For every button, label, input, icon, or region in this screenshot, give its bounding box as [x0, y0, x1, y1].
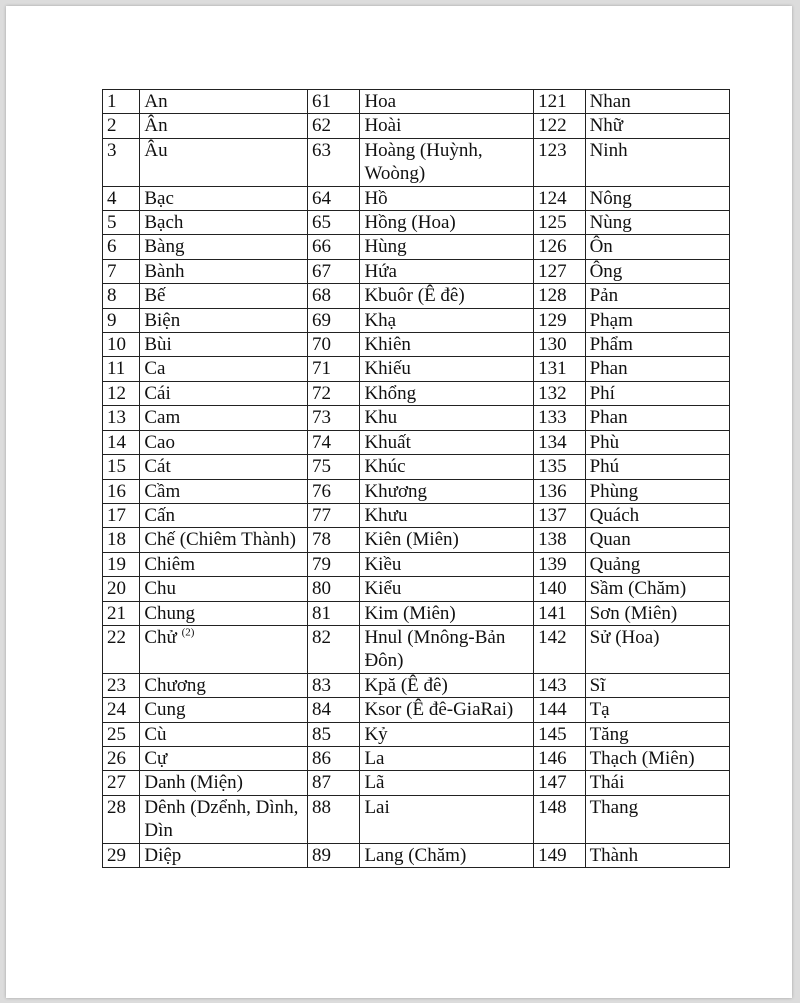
- table-row: [103, 577, 730, 601]
- surname-text: Dênh (Dzểnh, Dình, Dìn: [144, 796, 299, 842]
- surname-text: Nùng: [589, 212, 632, 234]
- surname-text: Bế: [144, 285, 166, 307]
- surname-text: Cung: [144, 699, 186, 721]
- row-number: 86: [307, 746, 360, 770]
- surname-table: [102, 89, 730, 868]
- surname-text: Sĩ: [589, 674, 606, 696]
- surname-cell: [140, 357, 308, 381]
- row-number: 6: [103, 235, 140, 259]
- row-number: 81: [307, 601, 360, 625]
- surname-text: Phú: [589, 456, 620, 478]
- surname-cell: [585, 771, 729, 795]
- table-row: [103, 746, 730, 770]
- surname-cell: [360, 673, 534, 697]
- row-number: 145: [534, 722, 585, 746]
- surname-cell: [140, 673, 308, 697]
- table-row: [103, 430, 730, 454]
- surname-cell: [585, 114, 729, 138]
- surname-text: Phí: [589, 382, 615, 404]
- row-number: 72: [307, 381, 360, 405]
- surname-text: Tăng: [589, 723, 629, 745]
- surname-cell: [360, 90, 534, 114]
- surname-text: Nhữ: [589, 115, 624, 137]
- row-number: 18: [103, 528, 140, 552]
- surname-text: Ôn: [589, 236, 613, 258]
- row-number: 70: [307, 333, 360, 357]
- surname-cell: [360, 333, 534, 357]
- row-number: 28: [103, 795, 140, 843]
- surname-cell: [360, 503, 534, 527]
- surname-cell: [585, 528, 729, 552]
- row-number: 148: [534, 795, 585, 843]
- row-number: 78: [307, 528, 360, 552]
- surname-text: Khưu: [364, 504, 408, 526]
- surname-cell: [360, 722, 534, 746]
- row-number: 21: [103, 601, 140, 625]
- surname-text: Khổng: [364, 382, 417, 404]
- surname-text: Ca: [144, 358, 166, 380]
- surname-cell: [360, 235, 534, 259]
- surname-text: Thang: [589, 796, 639, 818]
- surname-text: Diệp: [144, 844, 182, 866]
- row-number: 16: [103, 479, 140, 503]
- row-number: 136: [534, 479, 585, 503]
- surname-text: Thạch (Miên): [589, 747, 695, 769]
- surname-text: Khiếu: [364, 358, 411, 380]
- surname-cell: [140, 114, 308, 138]
- table-row: [103, 186, 730, 210]
- surname-cell: [140, 503, 308, 527]
- table-row: [103, 235, 730, 259]
- surname-text: Âu: [144, 139, 168, 161]
- surname-cell: [140, 528, 308, 552]
- row-number: 144: [534, 698, 585, 722]
- surname-text: An: [144, 91, 168, 112]
- row-number: 149: [534, 843, 585, 867]
- surname-text: Chử: [144, 626, 177, 648]
- table-row: [103, 333, 730, 357]
- surname-cell: [140, 771, 308, 795]
- surname-text: Chiêm: [144, 553, 196, 575]
- row-number: 77: [307, 503, 360, 527]
- surname-cell: [140, 746, 308, 770]
- surname-text: Cự: [144, 747, 168, 769]
- surname-cell: [360, 771, 534, 795]
- surname-text: Nông: [589, 187, 632, 209]
- surname-text: Phan: [589, 358, 628, 380]
- row-number: 9: [103, 308, 140, 332]
- surname-cell: [360, 528, 534, 552]
- surname-cell: [140, 235, 308, 259]
- row-number: 5: [103, 211, 140, 235]
- surname-cell: [140, 625, 308, 673]
- surname-cell: [585, 308, 729, 332]
- surname-cell: [360, 795, 534, 843]
- surname-text: Hoàng (Huỳnh, Woòng): [364, 139, 483, 185]
- row-number: 142: [534, 625, 585, 673]
- surname-cell: [360, 357, 534, 381]
- table-row: [103, 795, 730, 843]
- surname-text: Thành: [589, 844, 639, 866]
- surname-text: Ân: [144, 115, 168, 137]
- surname-cell: [360, 698, 534, 722]
- surname-cell: [360, 479, 534, 503]
- surname-text: Lang (Chăm): [364, 844, 467, 866]
- surname-cell: [140, 138, 308, 186]
- surname-text: Hứa: [364, 260, 397, 282]
- row-number: 85: [307, 722, 360, 746]
- row-number: 141: [534, 601, 585, 625]
- table-row: [103, 552, 730, 576]
- row-number: 126: [534, 235, 585, 259]
- surname-text: Kỷ: [364, 723, 388, 745]
- surname-text: Khúc: [364, 456, 406, 478]
- surname-text: Sử (Hoa): [589, 626, 660, 648]
- surname-cell: [360, 308, 534, 332]
- surname-cell: [140, 698, 308, 722]
- surname-cell: [360, 455, 534, 479]
- surname-text: Hoài: [364, 115, 402, 137]
- row-number: 89: [307, 843, 360, 867]
- surname-text: Hnul (Mnông-Bản Đôn): [364, 626, 506, 672]
- surname-text: Kiểu: [364, 578, 402, 600]
- row-number: 122: [534, 114, 585, 138]
- surname-text: Sơn (Miên): [589, 602, 678, 624]
- row-number: 147: [534, 771, 585, 795]
- surname-cell: [140, 577, 308, 601]
- surname-text: Chu: [144, 578, 177, 600]
- table-row: [103, 114, 730, 138]
- table-row: [103, 406, 730, 430]
- row-number: 137: [534, 503, 585, 527]
- row-number: 75: [307, 455, 360, 479]
- row-number: 79: [307, 552, 360, 576]
- surname-cell: [360, 552, 534, 576]
- row-number: 134: [534, 430, 585, 454]
- surname-cell: [140, 601, 308, 625]
- surname-cell: [360, 625, 534, 673]
- surname-cell: [140, 90, 308, 114]
- row-number: 76: [307, 479, 360, 503]
- surname-text: Hoa: [364, 91, 397, 112]
- surname-text: Quảng: [589, 553, 641, 575]
- surname-cell: [585, 625, 729, 673]
- row-number: 65: [307, 211, 360, 235]
- row-number: 121: [534, 90, 585, 114]
- surname-text: Quan: [589, 529, 631, 551]
- row-number: 139: [534, 552, 585, 576]
- table-row: [103, 90, 730, 114]
- row-number: 143: [534, 673, 585, 697]
- row-number: 131: [534, 357, 585, 381]
- surname-cell: [360, 381, 534, 405]
- surname-cell: [585, 746, 729, 770]
- surname-cell: [140, 308, 308, 332]
- row-number: 20: [103, 577, 140, 601]
- surname-cell: [360, 843, 534, 867]
- table-row: [103, 259, 730, 283]
- surname-text: Cù: [144, 723, 167, 745]
- row-number: 11: [103, 357, 140, 381]
- row-number: 25: [103, 722, 140, 746]
- table-row: [103, 357, 730, 381]
- surname-text: Bùi: [144, 334, 172, 356]
- row-number: 132: [534, 381, 585, 405]
- surname-cell: [360, 406, 534, 430]
- surname-text: Khu: [364, 407, 398, 429]
- surname-text: Thái: [589, 772, 625, 794]
- surname-cell: [360, 577, 534, 601]
- surname-text: Khuất: [364, 431, 411, 453]
- surname-text: Lai: [364, 796, 390, 818]
- surname-text: Hồ: [364, 187, 388, 209]
- surname-text: Sầm (Chăm): [589, 578, 687, 600]
- surname-cell: [585, 138, 729, 186]
- surname-cell: [140, 211, 308, 235]
- row-number: 69: [307, 308, 360, 332]
- row-number: 63: [307, 138, 360, 186]
- surname-cell: [585, 601, 729, 625]
- surname-text: Ksor (Ê đê-GiaRai): [364, 699, 514, 721]
- row-number: 88: [307, 795, 360, 843]
- row-number: 73: [307, 406, 360, 430]
- table-row: [103, 528, 730, 552]
- surname-cell: [585, 211, 729, 235]
- table-row: [103, 381, 730, 405]
- row-number: 123: [534, 138, 585, 186]
- row-number: 24: [103, 698, 140, 722]
- surname-cell: [360, 114, 534, 138]
- surname-cell: [140, 333, 308, 357]
- table-row: [103, 722, 730, 746]
- surname-text: Phẩm: [589, 334, 633, 356]
- table-row: [103, 843, 730, 867]
- surname-cell: [140, 455, 308, 479]
- row-number: 125: [534, 211, 585, 235]
- row-number: 71: [307, 357, 360, 381]
- surname-text: Ninh: [589, 139, 628, 161]
- surname-cell: [140, 186, 308, 210]
- surname-text: Cấn: [144, 504, 175, 526]
- surname-text: Cái: [144, 382, 171, 404]
- surname-text: Cao: [144, 431, 175, 453]
- row-number: 140: [534, 577, 585, 601]
- surname-text: Hồng (Hoa): [364, 212, 456, 234]
- surname-text: Cát: [144, 456, 171, 478]
- document-page: [6, 6, 792, 998]
- surname-cell: [585, 90, 729, 114]
- surname-cell: [360, 138, 534, 186]
- surname-cell: [360, 601, 534, 625]
- surname-cell: [140, 430, 308, 454]
- row-number: 138: [534, 528, 585, 552]
- row-number: 129: [534, 308, 585, 332]
- surname-text: Tạ: [589, 699, 610, 721]
- table-row: [103, 284, 730, 308]
- surname-cell: [585, 381, 729, 405]
- surname-text: Chung: [144, 602, 196, 624]
- surname-text: Bàng: [144, 236, 185, 258]
- surname-cell: [585, 722, 729, 746]
- surname-text: Pản: [589, 285, 619, 307]
- surname-cell: [585, 406, 729, 430]
- surname-cell: [140, 381, 308, 405]
- table-row: [103, 308, 730, 332]
- row-number: 66: [307, 235, 360, 259]
- row-number: 87: [307, 771, 360, 795]
- row-number: 4: [103, 186, 140, 210]
- row-number: 127: [534, 259, 585, 283]
- surname-cell: [585, 430, 729, 454]
- surname-text: La: [364, 747, 385, 769]
- row-number: 3: [103, 138, 140, 186]
- row-number: 8: [103, 284, 140, 308]
- row-number: 80: [307, 577, 360, 601]
- surname-text: Phạm: [589, 309, 633, 331]
- surname-text: Nhan: [589, 91, 631, 112]
- surname-text: Lã: [364, 772, 385, 794]
- surname-cell: [585, 552, 729, 576]
- surname-cell: [585, 795, 729, 843]
- surname-cell: [585, 843, 729, 867]
- surname-text: Kiên (Miên): [364, 529, 459, 551]
- row-number: 130: [534, 333, 585, 357]
- surname-cell: [360, 186, 534, 210]
- row-number: 67: [307, 259, 360, 283]
- surname-cell: [140, 284, 308, 308]
- row-number: 64: [307, 186, 360, 210]
- surname-cell: [140, 843, 308, 867]
- surname-cell: [585, 503, 729, 527]
- surname-text: Phù: [589, 431, 620, 453]
- surname-cell: [585, 698, 729, 722]
- surname-text: Bạc: [144, 187, 174, 209]
- surname-cell: [360, 284, 534, 308]
- row-number: 23: [103, 673, 140, 697]
- row-number: 82: [307, 625, 360, 673]
- surname-cell: [585, 455, 729, 479]
- surname-text: Cầm: [144, 480, 181, 502]
- surname-cell: [140, 406, 308, 430]
- table-row: [103, 625, 730, 673]
- row-number: 133: [534, 406, 585, 430]
- table-row: [103, 211, 730, 235]
- surname-text: Bành: [144, 260, 185, 282]
- surname-text: Chương: [144, 674, 206, 696]
- row-number: 61: [307, 90, 360, 114]
- table-row: [103, 503, 730, 527]
- surname-text: Biện: [144, 309, 181, 331]
- table-row: [103, 138, 730, 186]
- table-row: [103, 601, 730, 625]
- table-row: [103, 771, 730, 795]
- surname-cell: [585, 235, 729, 259]
- surname-text: Cam: [144, 407, 181, 429]
- table-row: [103, 698, 730, 722]
- surname-cell: [585, 577, 729, 601]
- row-number: 2: [103, 114, 140, 138]
- surname-text: Quách: [589, 504, 640, 526]
- table-row: [103, 479, 730, 503]
- row-number: 84: [307, 698, 360, 722]
- row-number: 13: [103, 406, 140, 430]
- footnote-marker: (2): [181, 626, 195, 639]
- surname-text: Khương: [364, 480, 428, 502]
- row-number: 15: [103, 455, 140, 479]
- surname-cell: [360, 211, 534, 235]
- surname-cell: [585, 357, 729, 381]
- row-number: 1: [103, 90, 140, 114]
- row-number: 27: [103, 771, 140, 795]
- row-number: 68: [307, 284, 360, 308]
- surname-text: Bạch: [144, 212, 184, 234]
- surname-text: Khạ: [364, 309, 397, 331]
- surname-cell: [140, 479, 308, 503]
- table-row: [103, 673, 730, 697]
- surname-cell: [140, 722, 308, 746]
- surname-text: Danh (Miện): [144, 772, 244, 794]
- row-number: 62: [307, 114, 360, 138]
- row-number: 128: [534, 284, 585, 308]
- surname-cell: [585, 333, 729, 357]
- row-number: 135: [534, 455, 585, 479]
- surname-table-body: [103, 90, 730, 868]
- row-number: 10: [103, 333, 140, 357]
- table-row: [103, 455, 730, 479]
- surname-text: Kpă (Ê đê): [364, 674, 448, 696]
- surname-cell: [140, 259, 308, 283]
- surname-text: Hùng: [364, 236, 407, 258]
- surname-text: Chế (Chiêm Thành): [144, 529, 296, 551]
- surname-cell: [360, 430, 534, 454]
- row-number: 22: [103, 625, 140, 673]
- row-number: 26: [103, 746, 140, 770]
- surname-text: Phùng: [589, 480, 639, 502]
- surname-text: Ông: [589, 260, 623, 282]
- row-number: 12: [103, 381, 140, 405]
- surname-cell: [585, 186, 729, 210]
- surname-cell: [585, 479, 729, 503]
- surname-text: Kiều: [364, 553, 402, 575]
- surname-text: Khiên: [364, 334, 411, 356]
- row-number: 7: [103, 259, 140, 283]
- row-number: 83: [307, 673, 360, 697]
- surname-cell: [585, 284, 729, 308]
- surname-cell: [140, 795, 308, 843]
- row-number: 74: [307, 430, 360, 454]
- surname-cell: [360, 259, 534, 283]
- surname-cell: [585, 259, 729, 283]
- row-number: 124: [534, 186, 585, 210]
- row-number: 19: [103, 552, 140, 576]
- surname-text: Kim (Miên): [364, 602, 456, 624]
- surname-text: Kbuôr (Ê đê): [364, 285, 465, 307]
- row-number: 146: [534, 746, 585, 770]
- row-number: 17: [103, 503, 140, 527]
- surname-text: Phan: [589, 407, 628, 429]
- surname-cell: [585, 673, 729, 697]
- row-number: 14: [103, 430, 140, 454]
- surname-cell: [140, 552, 308, 576]
- row-number: 29: [103, 843, 140, 867]
- surname-cell: [360, 746, 534, 770]
